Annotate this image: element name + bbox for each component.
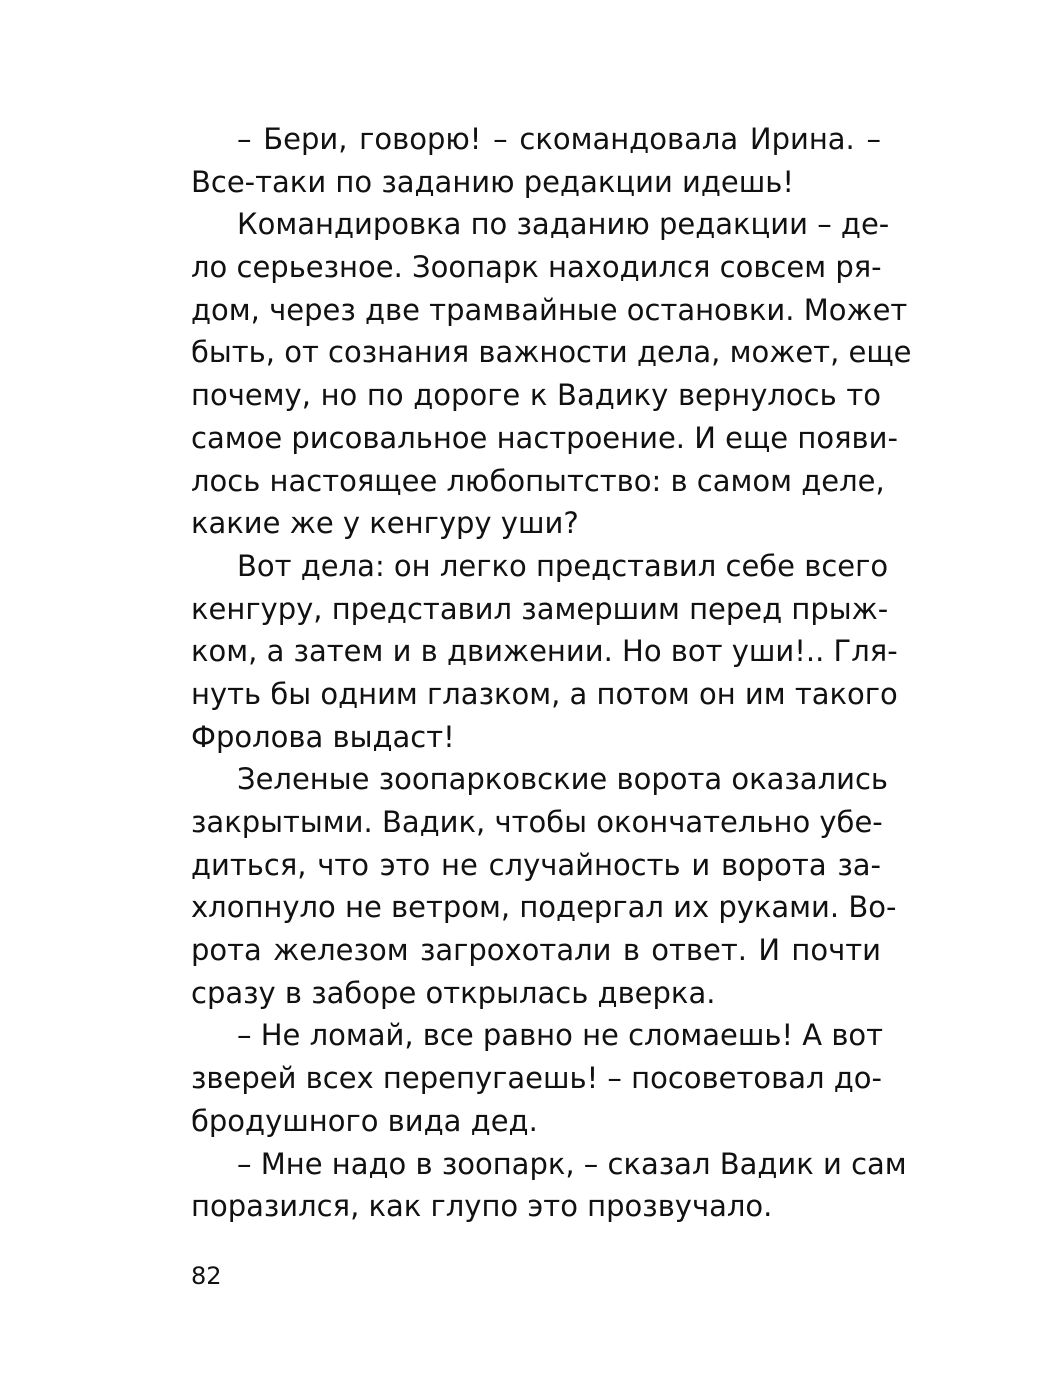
text-line: поразился, как глупо это прозвучало.	[191, 1189, 773, 1224]
text-line: дом, через две трамвайные остановки. Может	[191, 292, 908, 327]
text-line: ло серьезное. Зоопарк находился совсем ря-	[191, 250, 882, 285]
text-line: кенгуру, представил замершим перед прыж-	[191, 591, 889, 626]
text-line: ком, а затем и в движении. Но вот уши!.. Гля-	[191, 634, 898, 669]
text-line: – Мне надо в зоопарк, – сказал Вадик и сам	[237, 1146, 907, 1181]
text-line: Все-таки по заданию редакции идешь!	[191, 164, 794, 199]
text-line: нуть бы одним глазком, а потом он им такого	[191, 676, 898, 711]
text-line: бродушного вида дед.	[191, 1103, 538, 1138]
text-line: зверей всех перепугаешь! – посоветовал до-	[191, 1061, 882, 1096]
text-line: лось настоящее любопытство: в самом деле,	[191, 463, 885, 498]
text-line: быть, от сознания важности дела, может, еще	[191, 335, 912, 370]
text-line: почему, но по дороге к Вадику вернулось то	[191, 378, 881, 413]
text-line: какие же у кенгуру уши?	[191, 506, 579, 541]
text-line: Зеленые зоопарковские ворота оказались	[237, 762, 888, 797]
text-line: самое рисовальное настроение. И еще появи-	[191, 420, 898, 455]
text-line: сразу в заборе открылась дверка.	[191, 975, 716, 1010]
text-line: Вот дела: он легко представил себе всего	[237, 548, 889, 583]
text-line: Командировка по заданию редакции – де-	[237, 207, 890, 242]
text-line: – Не ломай, все равно не сломаешь! А вот	[237, 1018, 884, 1053]
text-line: диться, что это не случайность и ворота за-	[191, 847, 881, 882]
text-line: – Бери, говорю! – скомандовала Ирина. –	[237, 122, 881, 156]
page-number: 82	[191, 1262, 222, 1290]
text-line: рота железом загрохотали в ответ. И почти	[191, 933, 881, 968]
text-line: Фролова выдаст!	[191, 719, 455, 754]
text-line: хлопнуло не ветром, подергал их руками. Во-	[191, 890, 897, 925]
body-text	[191, 118, 912, 1228]
text-line: закрытыми. Вадик, чтобы окончательно убе-	[191, 805, 883, 839]
